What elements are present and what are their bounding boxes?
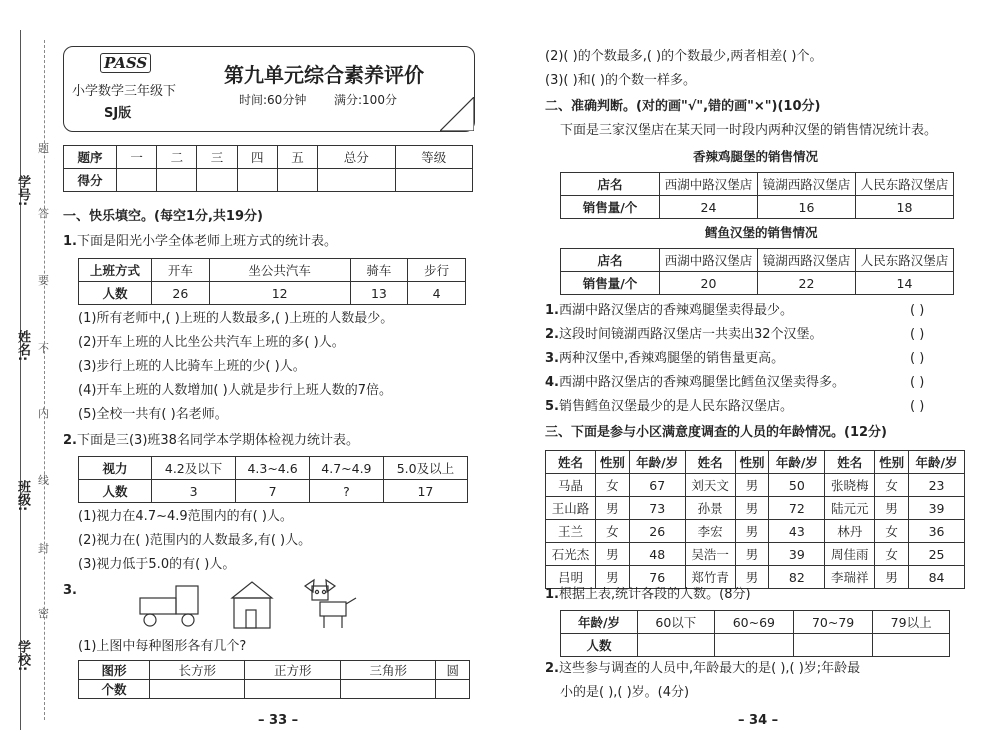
- score-header: 题序: [64, 146, 117, 169]
- t4-cell: 18: [856, 196, 954, 219]
- score-cell[interactable]: [157, 169, 197, 192]
- t5-header: 店名: [561, 249, 660, 272]
- t1-cell: 12: [209, 282, 350, 305]
- score-header: 总分: [318, 146, 395, 169]
- page-number-right: – 34 –: [738, 713, 779, 728]
- t6-cell: 25: [909, 543, 965, 566]
- strip-mark: 密: [38, 607, 49, 620]
- t4-header: 镜湖西路汉堡店: [758, 173, 856, 196]
- t6-cell: 84: [909, 566, 965, 589]
- score-row-label: 得分: [64, 169, 117, 192]
- commute-table: [78, 258, 466, 305]
- judge-answer-paren[interactable]: ( ): [910, 375, 925, 390]
- t6-cell: 76: [629, 566, 685, 589]
- t2-header: 5.0及以上: [383, 457, 467, 480]
- strip-mark: 封: [38, 542, 49, 555]
- s3-q1-text: 根据上表,统计各段的人数。(8分): [558, 587, 751, 602]
- exam-header: [63, 46, 475, 132]
- s3-q2-number: 2.: [545, 661, 559, 676]
- t7-answer-cell[interactable]: [714, 634, 793, 657]
- section1-title: 一、快乐填空。(每空1分,共19分): [63, 209, 263, 224]
- t6-cell: 36: [909, 520, 965, 543]
- page-curl-icon: [440, 97, 474, 131]
- t2-cell: 3: [152, 480, 236, 503]
- judge-number: 1.: [545, 303, 559, 318]
- q2-sub1: (1)视力在4.7~4.9范围内的有( )人。: [78, 509, 293, 524]
- t6-header: 性别: [875, 451, 909, 474]
- exam-title: 第九单元综合素养评价: [224, 63, 424, 87]
- t6-cell: 王兰: [546, 520, 596, 543]
- t5-row-label: 销售量/个: [561, 272, 660, 295]
- t5-title: 鳕鱼汉堡的销售情况: [705, 225, 818, 240]
- t6-header: 年龄/岁: [769, 451, 825, 474]
- t6-cell: 男: [735, 566, 769, 589]
- student-id-label: 学号:: [15, 175, 30, 207]
- t3-answer-cell[interactable]: [245, 680, 340, 699]
- judge-text: 销售鳕鱼汉堡最少的是人民东路汉堡店。: [558, 399, 793, 414]
- strip-mark: 题: [38, 142, 49, 155]
- q1-number: 1.: [63, 234, 77, 249]
- t6-cell: 张晓梅: [825, 474, 875, 497]
- t6-cell: 郑竹青: [685, 566, 735, 589]
- t6-cell: 男: [735, 520, 769, 543]
- time-label: 时间:60分钟: [239, 93, 307, 107]
- t6-cell: 吕明: [546, 566, 596, 589]
- strip-mark: 答: [38, 207, 49, 220]
- t6-header: 姓名: [685, 451, 735, 474]
- t2-cell: ?: [309, 480, 383, 503]
- score-header: 一: [117, 146, 157, 169]
- q2-text: 下面是三(3)班38名同学本学期体检视力统计表。: [76, 433, 359, 448]
- t6-cell: 女: [595, 474, 629, 497]
- t6-cell: 72: [769, 497, 825, 520]
- t1-header: 坐公共汽车: [209, 259, 350, 282]
- score-cell[interactable]: [395, 169, 472, 192]
- t2-cell: 17: [383, 480, 467, 503]
- t6-header: 年龄/岁: [629, 451, 685, 474]
- shape-count-table: [78, 660, 470, 699]
- t1-header: 开车: [152, 259, 210, 282]
- t7-header: 60以下: [638, 611, 715, 634]
- t7-answer-cell[interactable]: [793, 634, 872, 657]
- q1-sub3: (3)步行上班的人比骑车上班的少( )人。: [78, 359, 306, 374]
- q1-sub2: (2)开车上班的人比坐公共汽车上班的多( )人。: [78, 335, 345, 350]
- score-header: 等级: [395, 146, 472, 169]
- strip-mark: 内: [38, 407, 49, 420]
- q2-number: 2.: [63, 433, 77, 448]
- t7-header: 70~79: [793, 611, 872, 634]
- t6-header: 性别: [735, 451, 769, 474]
- t6-cell: 周佳雨: [825, 543, 875, 566]
- age-table: [545, 450, 965, 589]
- t4-cell: 16: [758, 196, 856, 219]
- t6-cell: 石光杰: [546, 543, 596, 566]
- t6-cell: 女: [875, 474, 909, 497]
- t6-cell: 82: [769, 566, 825, 589]
- judge-number: 5.: [545, 399, 559, 414]
- t6-cell: 陆元元: [825, 497, 875, 520]
- t6-cell: 男: [735, 543, 769, 566]
- t5-cell: 22: [758, 272, 856, 295]
- t4-cell: 24: [660, 196, 758, 219]
- score-cell[interactable]: [237, 169, 277, 192]
- school-label: 学校:: [15, 640, 30, 672]
- strip-mark: 线: [38, 474, 49, 487]
- t1-cell: 4: [408, 282, 466, 305]
- score-table: [63, 145, 473, 192]
- judge-answer-paren[interactable]: ( ): [910, 351, 925, 366]
- t4-header: 店名: [561, 173, 660, 196]
- judge-number: 2.: [545, 327, 559, 342]
- t6-cell: 李瑞祥: [825, 566, 875, 589]
- t4-header: 西湖中路汉堡店: [660, 173, 758, 196]
- t6-cell: 男: [735, 474, 769, 497]
- t1-header: 步行: [408, 259, 466, 282]
- t6-cell: 26: [629, 520, 685, 543]
- q3-number: 3.: [63, 583, 77, 598]
- t6-cell: 73: [629, 497, 685, 520]
- t4-row-label: 销售量/个: [561, 196, 660, 219]
- s3-q2-line1: 这些参与调查的人员中,年龄最大的是( ),( )岁;年龄最: [558, 661, 861, 676]
- r-q3-line: (3)( )和( )的个数一样多。: [545, 73, 696, 88]
- judge-answer-paren[interactable]: ( ): [910, 399, 925, 414]
- t5-header: 镜湖西路汉堡店: [758, 249, 856, 272]
- t6-cell: 男: [735, 497, 769, 520]
- t6-cell: 男: [875, 566, 909, 589]
- score-cell[interactable]: [277, 169, 317, 192]
- t4-title: 香辣鸡腿堡的销售情况: [693, 149, 819, 164]
- t6-cell: 39: [909, 497, 965, 520]
- t6-cell: 67: [629, 474, 685, 497]
- t5-header: 人民东路汉堡店: [856, 249, 954, 272]
- t6-header: 年龄/岁: [909, 451, 965, 474]
- vision-table: [78, 456, 468, 503]
- score-header: 五: [277, 146, 317, 169]
- q2-sub2: (2)视力在( )范围内的人数最多,有( )人。: [78, 533, 312, 548]
- judge-item: [545, 398, 793, 416]
- score-header: 二: [157, 146, 197, 169]
- t6-cell: 女: [875, 543, 909, 566]
- judge-item: [545, 302, 793, 320]
- t3-header: 三角形: [340, 661, 435, 680]
- t1-header: 骑车: [350, 259, 408, 282]
- judge-answer-paren[interactable]: ( ): [910, 303, 925, 318]
- full-score-label: 满分:100分: [334, 93, 397, 107]
- t3-row-label: 个数: [79, 680, 150, 699]
- age-range-table: [560, 610, 950, 657]
- edition-label: SJ版: [104, 106, 132, 121]
- page-number-left: – 33 –: [258, 713, 299, 728]
- class-label: 班级:: [15, 480, 30, 512]
- judge-text: 西湖中路汉堡店的香辣鸡腿堡卖得最少。: [558, 303, 793, 318]
- score-cell[interactable]: [318, 169, 395, 192]
- judge-answer-paren[interactable]: ( ): [910, 327, 925, 342]
- animal-figure: [305, 580, 356, 628]
- s3-q2-line2: 小的是( ),( )岁。(4分): [560, 685, 690, 700]
- t1-cell: 13: [350, 282, 408, 305]
- t1-header: 上班方式: [79, 259, 152, 282]
- t4-header: 人民东路汉堡店: [856, 173, 954, 196]
- t7-header: 60~69: [714, 611, 793, 634]
- r-q2-line: (2)( )的个数最多,( )的个数最少,两者相差( )个。: [545, 49, 823, 64]
- t6-cell: 马晶: [546, 474, 596, 497]
- t7-row-label: 人数: [561, 634, 638, 657]
- fold-line: [20, 30, 21, 730]
- judge-text: 西湖中路汉堡店的香辣鸡腿堡比鳕鱼汉堡卖得多。: [558, 375, 845, 390]
- t3-header: 长方形: [150, 661, 245, 680]
- t5-cell: 20: [660, 272, 758, 295]
- t6-cell: 39: [769, 543, 825, 566]
- t2-header: 视力: [79, 457, 152, 480]
- t7-header: 年龄/岁: [561, 611, 638, 634]
- t5-cell: 14: [856, 272, 954, 295]
- section3-title: 三、下面是参与小区满意度调查的人员的年龄情况。(12分): [545, 425, 887, 440]
- judge-text: 两种汉堡中,香辣鸡腿堡的销售量更高。: [558, 351, 785, 366]
- t5-header: 西湖中路汉堡店: [660, 249, 758, 272]
- t1-cell: 26: [152, 282, 210, 305]
- subject-label: 小学数学三年级下: [72, 84, 177, 99]
- t6-cell: 孙景: [685, 497, 735, 520]
- t3-header: 圆: [436, 661, 470, 680]
- judge-number: 3.: [545, 351, 559, 366]
- t6-cell: 女: [875, 520, 909, 543]
- t6-cell: 男: [595, 566, 629, 589]
- t1-row-label: 人数: [79, 282, 152, 305]
- table-row: [546, 497, 965, 520]
- t6-cell: 男: [595, 543, 629, 566]
- table-row: [546, 543, 965, 566]
- strip-mark: 要: [38, 274, 49, 287]
- shapes-picture: [130, 578, 370, 634]
- truck-figure: [140, 586, 198, 626]
- t6-cell: 李宏: [685, 520, 735, 543]
- judge-number: 4.: [545, 375, 559, 390]
- t2-header: 4.3~4.6: [236, 457, 310, 480]
- section2-title: 二、准确判断。(对的画"√",错的画"×")(10分): [545, 99, 821, 114]
- t6-cell: 吴浩一: [685, 543, 735, 566]
- t6-cell: 23: [909, 474, 965, 497]
- house-figure: [232, 582, 272, 628]
- t7-header: 79以上: [873, 611, 950, 634]
- t6-cell: 女: [595, 520, 629, 543]
- t3-answer-cell[interactable]: [436, 680, 470, 699]
- judge-item: [545, 374, 845, 392]
- spicy-burger-table: [560, 172, 954, 219]
- t6-cell: 刘天文: [685, 474, 735, 497]
- q3-sub1: (1)上图中每种图形各有几个?: [78, 639, 247, 654]
- t7-answer-cell[interactable]: [873, 634, 950, 657]
- t6-header: 姓名: [546, 451, 596, 474]
- table-row: [546, 474, 965, 497]
- name-label: 姓名:: [15, 330, 30, 362]
- cod-burger-table: [560, 248, 954, 295]
- t6-cell: 48: [629, 543, 685, 566]
- t2-header: 4.2及以下: [152, 457, 236, 480]
- t2-header: 4.7~4.9: [309, 457, 383, 480]
- t2-row-label: 人数: [79, 480, 152, 503]
- q1-sub4: (4)开车上班的人数增加( )人就是步行上班人数的7倍。: [78, 383, 392, 398]
- t6-cell: 50: [769, 474, 825, 497]
- t2-cell: 7: [236, 480, 310, 503]
- score-header: 四: [237, 146, 277, 169]
- t3-answer-cell[interactable]: [150, 680, 245, 699]
- table-row: [546, 520, 965, 543]
- strip-mark: 不: [38, 342, 49, 355]
- t6-cell: 林丹: [825, 520, 875, 543]
- t6-header: 姓名: [825, 451, 875, 474]
- t7-answer-cell[interactable]: [638, 634, 715, 657]
- q1-sub1: (1)所有老师中,( )上班的人数最多,( )上班的人数最少。: [78, 311, 394, 326]
- q2-sub3: (3)视力低于5.0的有( )人。: [78, 557, 236, 572]
- t6-cell: 43: [769, 520, 825, 543]
- score-header: 三: [197, 146, 237, 169]
- pass-logo: PASS: [100, 53, 151, 73]
- t3-header: 正方形: [245, 661, 340, 680]
- t3-header: 图形: [79, 661, 150, 680]
- judge-text: 这段时间镜湖西路汉堡店一共卖出32个汉堡。: [558, 327, 823, 342]
- score-cell[interactable]: [197, 169, 237, 192]
- q1-text: 下面是阳光小学全体老师上班方式的统计表。: [76, 234, 337, 249]
- t6-cell: 男: [595, 497, 629, 520]
- t6-header: 性别: [595, 451, 629, 474]
- t6-cell: 王山路: [546, 497, 596, 520]
- s3-q1-number: 1.: [545, 587, 559, 602]
- section2-intro: 下面是三家汉堡店在某天同一时段内两种汉堡的销售情况统计表。: [560, 123, 938, 138]
- judge-item: [545, 326, 823, 344]
- judge-item: [545, 350, 784, 368]
- t6-cell: 男: [875, 497, 909, 520]
- q1-sub5: (5)全校一共有( )名老师。: [78, 407, 228, 422]
- score-cell[interactable]: [117, 169, 157, 192]
- t3-answer-cell[interactable]: [340, 680, 435, 699]
